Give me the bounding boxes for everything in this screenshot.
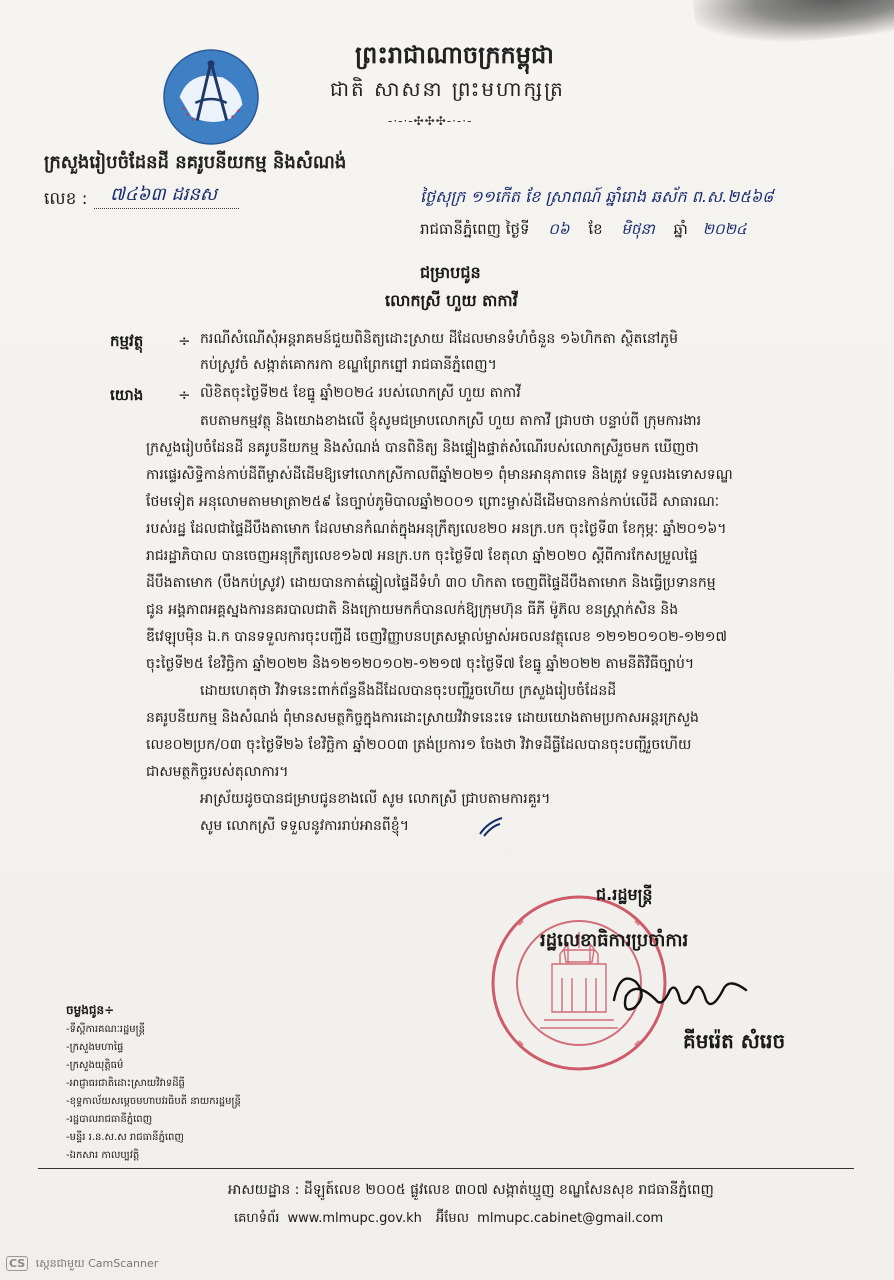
recipient-item: -ខុទ្ទកាល័យសម្ដេចមហាបវរធិបតី នាយករដ្ឋមន្ត្រី [66,1096,241,1107]
gregorian-date [420,220,747,242]
recipient-item: -រដ្ឋបាលរាជធានីភ្នំពេញ [66,1114,153,1125]
signer-name: គីមរ៉េត សំរេច [683,1029,786,1053]
recipient-item: -ក្រសួងមហាផ្ទៃ [66,1042,124,1053]
footer-address: អាសយដ្ឋាន : ដីឡូត៍លេខ ២០០៥ ផ្លូវលេខ ៣០៧ សង្កាត់ឃ្មួញ ខណ្ឌសែនសុខ រាជធានីភ្នំពេញ [228,1182,714,1198]
website-link[interactable]: www.mlmupc.gov.kh [287,1211,422,1226]
body-line: ដីបឹងតាមោក (បឹងកប់ស្រូវ) ដោយបានកាត់ឆ្វៀលផ្ទៃដីទំហំ ៣០ ហិកតា ចេញពីផ្ទៃដីបឹងតាមោក និងធ្វើប្រទានកម្ម [146,575,716,591]
camscanner-icon: CS [6,1256,28,1271]
reference-doc-label: យោង [110,386,144,404]
recipient-item: -ឯកសារ កាលប្បវត្តិ [66,1150,140,1161]
body-line: ជាសមត្ថកិច្ចរបស់តុលាការ។ [146,764,289,780]
body-line: ក្រសួងរៀបចំដែនដី នគរូបនីយកម្ម និងសំណង់ បានពិនិត្យ និងផ្ទៀងផ្ទាត់សំណើរបស់លោកស្រីរួចមក ឃើញថា [146,440,699,456]
national-motto: ជាតិ សាសនា ព្រះមហាក្សត្រ [330,77,565,101]
email-link[interactable]: mlmupc.cabinet@gmail.com [477,1211,664,1226]
subject-separator: ÷ [178,332,191,350]
date-month: មិថុនា [621,220,655,238]
website-label: គេហទំព័រ [234,1211,280,1226]
page-corner-shadow [691,0,894,52]
closing-mark-icon [478,816,504,838]
date-month-label: ខែ [588,220,603,238]
body-line: សូម លោកស្រី ទទួលនូវការរាប់អានពីខ្ញុំ។ [200,818,409,834]
subject-line-1: ករណីសំណើសុំអន្តរាគមន៍ជួយពិនិត្យដោះស្រាយ ដីដែលមានទំហំចំនួន ១៦ហិកតា ស្ថិតនៅភូមិ [200,331,678,347]
recipient-name: លោកស្រី ហួយ តាកាវី [385,291,518,310]
kingdom-title: ព្រះរាជាណាចក្រកម្ពុជា [355,41,554,69]
email-label: អ៊ីមែល [436,1211,470,1226]
body-line: ជូន អង្គភាពអគ្គស្នងការនគរបាលជាតិ និងក្រោយមកក៏បានលក់ឱ្យក្រុមហ៊ុន ធីភី ម៉ូភ៊ល ខនស្រ្តាក់សិន និង [146,602,679,618]
body-line: នគរូបនីយកម្ម និងសំណង់ ពុំមានសមត្ថកិច្ចក្នុងការដោះស្រាយវិវាទនេះទេ ដោយយោងតាមប្រកាសអន្តរក្រសួង [146,710,699,726]
body-line: ការផ្ទេរសិទ្ធិកាន់កាប់ដីពីម្ចាស់ដីដើមឱ្យទៅលោកស្រីកាលពីឆ្នាំ២០២១ ពុំមានអានុភាពទេ និងត្រូវ ទទួលរងទោសទណ្ឌ [146,467,733,483]
date-year: ២០២៤ [702,220,747,238]
reference-number: ៧៤៦៣ ដរនស [110,184,218,205]
subject-line-2: កប់ស្រូវចំ សង្កាត់គោករកា ខណ្ឌព្រែកព្នៅ រាជធានីភ្នំពេញ។ [200,357,497,373]
body-line: ឌីវេឡុបម៉ិន ឯ.ក បានទទួលការចុះបញ្ជីដី ចេញវិញ្ញាបនបត្រសម្គាល់ម្ចាស់អចលនវត្ថុលេខ ១២១២០១០២-១២១៧ [146,629,728,645]
recipient-item: -អាជ្ញាធរជាតិដោះស្រាយវិវាទដីធ្លី [66,1078,185,1089]
handwritten-signature [596,960,756,1020]
recipient-item: -មន្ទីរ រ.ន.ស.ស រាជធានីភ្នំពេញ [66,1132,184,1143]
reference-label: លេខ : [44,189,88,209]
reference-doc-text: លិខិតចុះថ្ងៃទី២៥ ខែធ្នូ ឆ្នាំ២០២៤ របស់លោកស្រី ហួយ តាកាវី [200,385,521,401]
body-line: អាស្រ័យដូចបានជម្រាបជូនខាងលើ សូម លោកស្រី ជ្រាបតាមការគួរ។ [200,791,551,807]
ministry-name: ក្រសួងរៀបចំដែនដី នគរូបនីយកម្ម និងសំណង់ [44,152,347,173]
reference-doc-separator: ÷ [178,386,191,404]
scanner-watermark [6,1256,158,1273]
footer-contact [234,1210,663,1229]
body-line: លេខ០២ប្រក/០៣ ចុះថ្ងៃទី២៦ ខែវិច្ឆិកា ឆ្នាំ២០០៣ ត្រង់ប្រការ១ ចែងថា វិវាទដីធ្លីដែលបានចុះបញ្ជីរួចហើយ [146,737,692,753]
header-ornament: -·-·-✣✣✣-·-·- [388,114,473,128]
recipient-label: ជម្រាបជូន [420,263,481,282]
body-line: ចុះថ្ងៃទី២៥ ខែវិច្ឆិកា ឆ្នាំ២០២២ និង១២១២០១០២-១២១៧ ចុះថ្ងៃទី៧ ខែធ្នូ ឆ្នាំ២០២២ តាមនីតិវិធីច្បាប់។ [146,656,695,672]
body-line: តបតាមកម្មវត្ថុ និងយោងខាងលើ ខ្ញុំសូមជម្រាបលោកស្រី ហួយ តាកាវី ជ្រាបថា បន្ទាប់ពី ក្រុមការងារ [200,413,702,429]
date-prefix: រាជធានីភ្នំពេញ ថ្ងៃទី [420,220,530,238]
body-line: រាជរដ្ឋាភិបាល បានចេញអនុក្រឹត្យលេខ១៦៧ អនក្រ.បក ចុះថ្ងៃទី៧ ខែតុលា ឆ្នាំ២០២០ ស្តីពីការកែសម្រួលផ្ទៃ [146,548,698,564]
signoff-on-behalf: ជ.រដ្ឋមន្ត្រី [596,885,653,904]
recipient-item: -ក្រសួងយុត្តិធម៌ [66,1060,124,1071]
signer-title: រដ្ឋលេខាធិការប្រចាំការ [540,930,689,951]
scanner-text: ស្កេនជាមួយ CamScanner [35,1257,159,1270]
date-day: ០៦ [548,220,570,238]
date-year-label: ឆ្នាំ [673,220,688,238]
body-line: របស់រដ្ឋ ដែលជាផ្ទៃដីបឹងតាមោក ដែលមានកំណត់ក្នុងអនុក្រឹត្យលេខ២០ អនក្រ.បក ចុះថ្ងៃទី៣ ខែកុម្ភៈ ឆ្នាំ២០១៦។ [146,521,727,537]
ministry-logo [162,48,260,146]
body-line: ដោយហេតុថា វិវាទនេះពាក់ព័ន្ធនឹងដីដែលបានចុះបញ្ជីរួចហើយ ក្រសួងរៀបចំដែនដី [200,683,617,699]
subject-label: កម្មវត្ថុ [110,332,144,350]
recipients-title: ចម្លងជូន÷ [66,1003,115,1017]
body-line: ថែមទៀត អនុលោមតាមមាត្រា២៥៩ នៃច្បាប់ភូមិបាលឆ្នាំ២០០១ ព្រោះម្ចាស់ដីដើមបានកាន់កាប់លើដី សាធារណៈ [146,494,720,510]
recipient-item: -ទីស្តីការគណៈរដ្ឋមន្ត្រី [66,1024,145,1035]
lunar-date: ថ្ងៃសុក្រ ១១កើត ខែ ស្រាពណ៍ ឆ្នាំរោង ឆស័ក ព.ស.២៥៦៨ [420,187,774,206]
footer-divider [38,1168,854,1169]
